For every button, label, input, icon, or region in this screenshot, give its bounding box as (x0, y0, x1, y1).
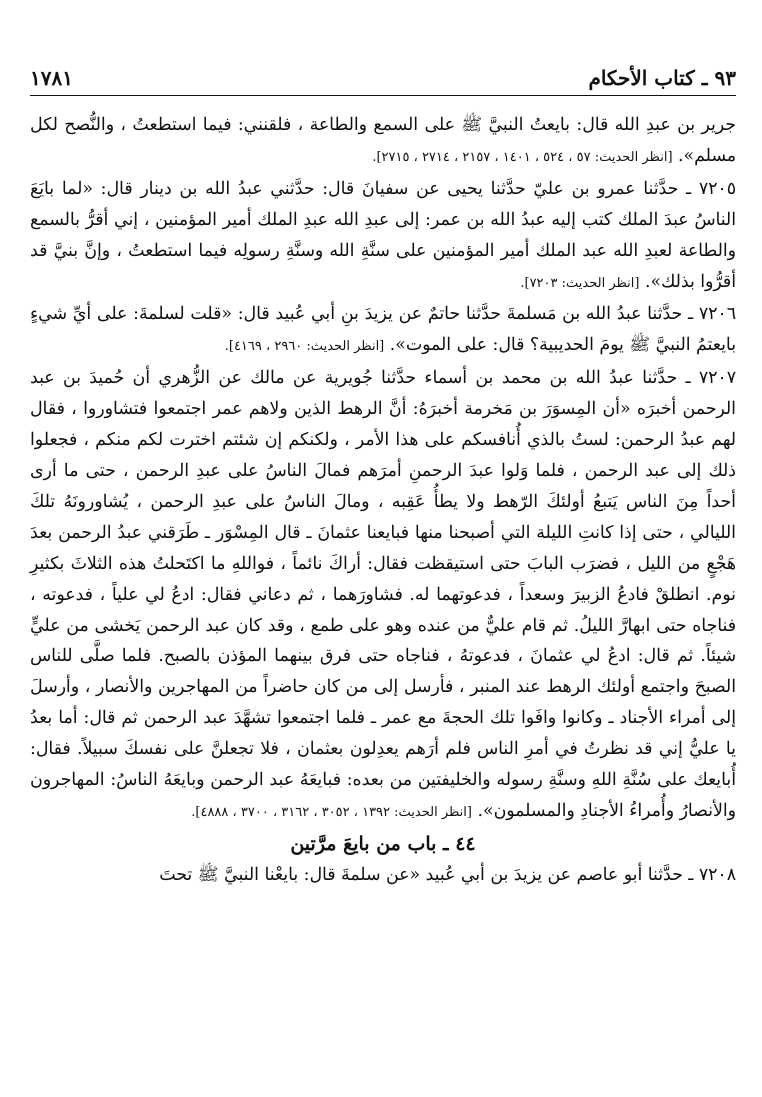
book-title: ٩٣ ـ كتاب الأحكام (588, 66, 736, 90)
hadith-paragraph (30, 174, 736, 300)
hadith-reference: [انظر الحديث: ٧٢٠٣]. (520, 275, 640, 291)
hadith-paragraph (30, 110, 736, 174)
page-header (30, 62, 736, 90)
hadith-text: ٧٢٠٥ ـ حدَّثنا عمرو بن عليّ حدَّثنا يحيى عن سفيانَ قال: حدَّثني عبدُ الله بن دينار قال: «لما بايَعَ الناسُ عبدَ الملك كتب إليه عبدُ الله بن عمر: إلى عبدِ الله عبدِ الملك أمير المؤمنين ، إني أقرُّ بالسمع والطاعة لعبدِ الله عبد الملك أمير المؤمنين على سنَّةِ الله وسنَّةِ رسولِه فيما استطعتُ ، وإنَّ بنيَّ قد أقرُّوا بذلك». (30, 178, 736, 292)
hadith-reference: [انظر الحديث: ٥٧ ، ٥٢٤ ، ١٤٠١ ، ٢١٥٧ ، ٢٧١٤ ، ٢٧١٥]. (372, 149, 673, 165)
hadith-text: ٧٢٠٦ ـ حدَّثنا عبدُ الله بن مَسلمةَ حدَّثنا حاتمٌ عن يزيدَ بنِ أبي عُبيد قال: «قلت لسلمةَ: على أيِّ شيءٍ بايعتمُ النبيَّ ﷺ يومَ الحديبية؟ قال: على الموت». (30, 304, 736, 356)
header-rule (30, 95, 736, 96)
hadith-paragraph (30, 299, 736, 363)
hadith-text: ٧٢٠٨ ـ حدَّثنا أبو عاصم عن يزيدَ بن أبي عُبيد «عن سلمةَ قال: بايعْنا النبيَّ ﷺ تحتَ (159, 864, 736, 885)
hadith-reference: [انظر الحديث: ١٣٩٢ ، ٣٠٥٢ ، ٣١٦٢ ، ٣٧٠٠ ، ٤٨٨٨]. (191, 804, 472, 820)
hadith-paragraph (30, 363, 736, 829)
hadith-text: ٧٢٠٧ ـ حدَّثنا عبدُ الله بن محمد بن أسماء حدَّثنا جُويرية عن مالك عن الزُّهري أن حُميدَ بن عبد الرحمن أخبرَه «أن المِسوَرَ بن مَخرمة أخبرَهُ: أنَّ الرهط الذين ولاهم عمر اجتمعوا فتشاوروا ، فقال لهم عبدُ الرحمن: لستُ بالذي أُنافسكم على هذا الأمر ، ولكنكم إن شئتم اخترت لكم منكم ، فجعلوا ذلك إلى عبد الرحمن ، فلما وَلوا عبدَ الرحمنِ أمرَهم فمالَ الناسُ على عبدِ الرحمن ، حتى ما أرى أحداً مِنَ الناس يَتبعُ أولئكَ الرّهط ولا يطأُ عَقِبه ، ومالَ الناسُ على عبدِ الرحمن ، يُشاورونَهُ تلكَ الليالي ، حتى إذا كانتِ الليلة التي أصبحنا منها فبايعنا عثمانَ ـ قال المِسْوَر ـ طَرَقني عبدُ الرحمن بعدَ هَجْعٍ من الليل ، فضرَب البابَ حتى استيقظت فقال: أراكَ نائماً ، فواللهِ ما اكتَحلتُ هذه الثلاثَ بكثيرِ نوم. انطلقْ فادعُ الزبيرَ وسعداً ، فدعوتهما له. فشاورَهما ، ثم دعاني فقال: ادعُ لي علياً ، فدعوته ، فناجاه حتى ابهارَّ الليلُ. ثم قام عليٌّ من عنده وهو على طمع ، وقد كان عبد الرحمن يَخشى من عليٍّ شيئاً. ثم قال: ادعُ لي عثمانَ ، فدعوتهُ ، فناجاه حتى فرق بينهما المؤذن بالصبح. فلما صلَّى للناس الصبحَ واجتمع أولئك الرهط عند المنبر ، فأرسل إلى من كان حاضراً من المهاجرين والأنصار ، وأرسلَ إلى أمراء الأجناد ـ وكانوا وافَوا تلك الحجةَ مع عمر ـ فلما اجتمعوا تشهَّدَ عبد الرحمن ثم قال: أما بعدُ يا عليُّ إني قد نظرتُ في أمرِ الناس فلم أرَهم يعدِلون بعثمان ، فلا تجعلنَّ على نفسكَ سبيلاً. فقال: أُبايعك على سُنَّةِ اللهِ وسنَّةِ رسوله والخليفتين من بعده: فبايعَهُ عبد الرحمن وبايعَهُ الناسُ: المهاجرون والأنصارُ وأُمراءُ الأجنادِ والمسلمون». (30, 368, 736, 821)
section-heading: ٤٤ ـ باب من بايعَ مرَّتين (290, 832, 476, 855)
hadith-paragraph (30, 860, 736, 891)
hadith-text: جرير بن عبدِ الله قال: بايعتُ النبيَّ ﷺ على السمع والطاعة ، فلقنني: فيما استطعتُ ، والنُّصح لكل مسلم». (30, 115, 736, 166)
hadith-reference: [انظر الحديث: ٢٩٦٠ ، ٤١٦٩]. (224, 339, 385, 355)
page-body (30, 110, 736, 891)
page-number: ١٧٨١ (30, 66, 73, 90)
